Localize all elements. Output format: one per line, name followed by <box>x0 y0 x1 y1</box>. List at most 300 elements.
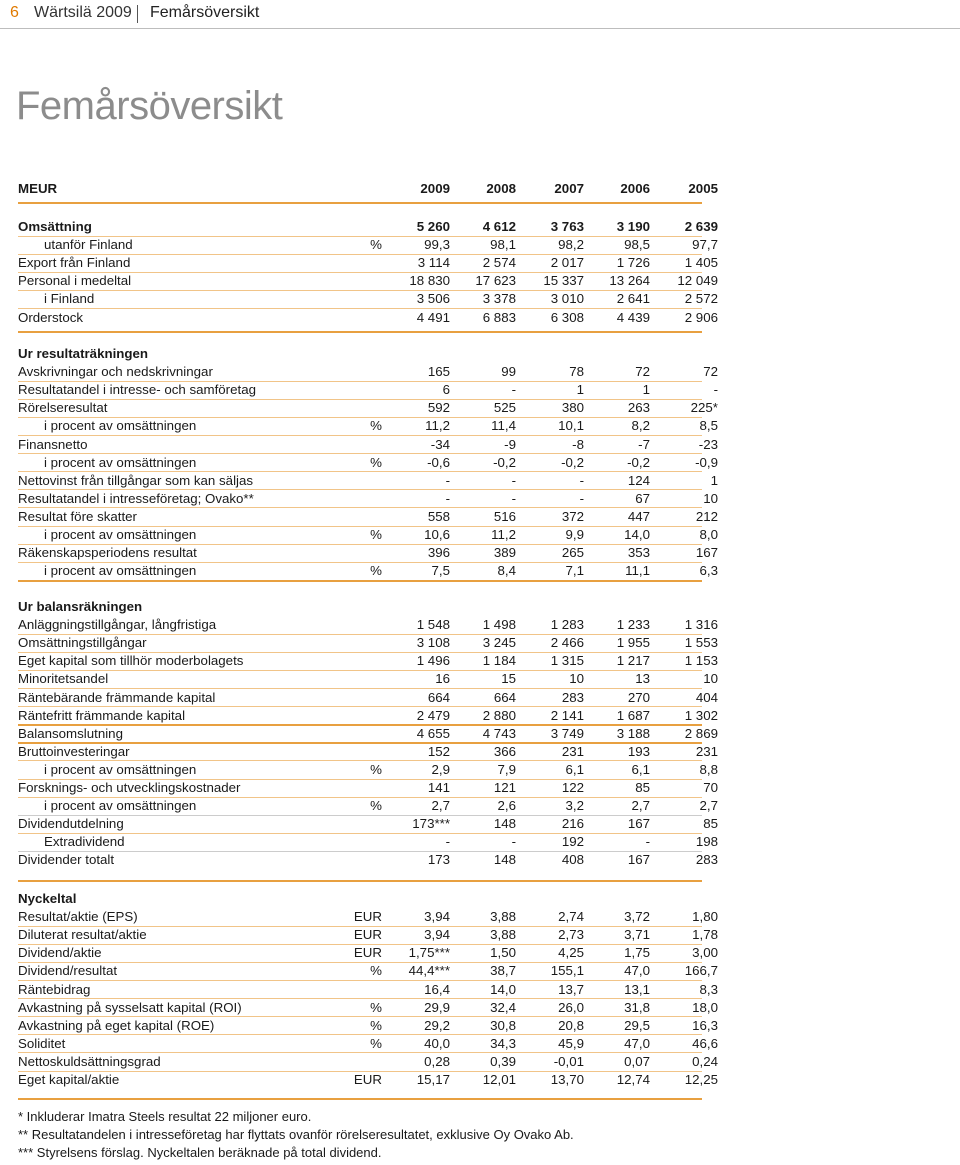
table-row <box>18 689 718 707</box>
row-label: i procent av omsättningen <box>44 454 197 470</box>
row-value: 4 743 <box>482 725 516 741</box>
row-unit: % <box>370 418 382 434</box>
row-value: 16 <box>435 671 450 687</box>
row-label: Resultat/aktie (EPS) <box>18 909 138 925</box>
row-value: 3 763 <box>550 219 584 234</box>
row-value: 283 <box>561 689 584 705</box>
row-value: 263 <box>627 400 650 416</box>
row-value: 11,2 <box>491 527 516 542</box>
table-row <box>18 652 718 670</box>
row-value: 225* <box>690 400 718 416</box>
row-value: 167 <box>627 852 650 868</box>
row-label: Avskrivningar och nedskrivningar <box>18 364 213 380</box>
row-value: -0,2 <box>493 454 516 470</box>
row-value: 4 655 <box>416 725 450 741</box>
row-value: 38,7 <box>490 963 516 979</box>
row-unit: EUR <box>353 1072 382 1087</box>
row-value: 11,1 <box>625 563 650 579</box>
row-value: 3,88 <box>490 909 516 925</box>
row-value: 29,9 <box>424 999 450 1015</box>
table-row <box>18 1053 718 1071</box>
table-row <box>18 399 718 417</box>
table-header-row <box>18 180 718 198</box>
row-value: 173 <box>427 852 450 868</box>
row-value: -0,2 <box>561 454 584 470</box>
row-value: 198 <box>695 834 718 850</box>
row-value: 2,7 <box>699 798 718 814</box>
row-value: 4 439 <box>616 309 650 325</box>
row-value: 1 553 <box>684 635 718 651</box>
row-value: -34 <box>430 436 450 452</box>
row-value: 3 245 <box>482 635 516 651</box>
table-row <box>18 926 718 944</box>
table-row <box>18 254 718 272</box>
table-row <box>18 436 718 454</box>
row-label: i procent av omsättningen <box>44 418 197 434</box>
row-value: 72 <box>635 364 650 380</box>
row-value: 32,4 <box>490 999 516 1015</box>
row-value: 2,7 <box>431 798 450 814</box>
row-value: 8,4 <box>497 563 516 579</box>
year-header: 2005 <box>688 181 718 196</box>
row-label: Räntefritt främmande kapital <box>18 707 186 723</box>
row-value: 0,28 <box>424 1053 450 1069</box>
row-value: 85 <box>635 780 650 795</box>
row-value: 165 <box>427 364 450 380</box>
row-value: 47,0 <box>624 963 650 979</box>
row-value: 2,6 <box>497 798 516 814</box>
row-value: 7,1 <box>565 563 584 579</box>
row-label: Omsättning <box>18 219 92 234</box>
row-value: 15,17 <box>416 1072 450 1087</box>
row-value: 1 283 <box>550 617 584 633</box>
row-label: Personal i medeltal <box>18 273 132 289</box>
table-row <box>18 290 718 308</box>
row-label: Forsknings- och utvecklingskostnader <box>18 780 241 795</box>
row-value: 167 <box>695 545 718 561</box>
table-row <box>18 454 718 472</box>
row-value: 525 <box>493 400 516 416</box>
row-value: 14,0 <box>490 981 516 997</box>
row-value: 1 548 <box>416 617 450 633</box>
row-label: Rörelseresultat <box>18 400 108 416</box>
row-value: 353 <box>627 545 650 561</box>
row-unit: % <box>370 999 382 1015</box>
row-value: 122 <box>561 780 584 795</box>
table-row <box>18 1017 718 1035</box>
table-row <box>18 544 718 562</box>
row-value: 2,73 <box>558 927 584 943</box>
row-value: 1 302 <box>684 707 718 723</box>
table-row <box>18 1071 718 1089</box>
table-row <box>18 815 718 833</box>
row-value: 29,5 <box>624 1017 650 1033</box>
row-value: 30,8 <box>490 1017 516 1033</box>
table-row <box>18 417 718 435</box>
row-value: - <box>511 382 516 398</box>
row-value: -9 <box>504 436 516 452</box>
row-value: 1 955 <box>616 635 650 651</box>
row-value: 9,9 <box>565 527 584 542</box>
row-value: 6 308 <box>550 309 584 325</box>
row-value: 10,6 <box>424 527 450 542</box>
row-value: - <box>445 834 450 850</box>
table-row <box>18 962 718 980</box>
table-row <box>18 309 718 327</box>
table-row <box>18 363 718 381</box>
row-value: 2 639 <box>684 219 718 234</box>
row-value: 0,07 <box>624 1053 650 1069</box>
row-value: 664 <box>493 689 516 705</box>
row-value: 1 316 <box>684 617 718 633</box>
row-value: 0,24 <box>692 1053 718 1069</box>
row-value: 13,1 <box>624 981 650 997</box>
row-value: 3 010 <box>550 291 584 307</box>
row-value: 26,0 <box>558 999 584 1015</box>
row-value: 13 264 <box>609 273 650 289</box>
row-value: 2 466 <box>550 635 584 651</box>
row-value: 231 <box>695 743 718 759</box>
row-value: 1 498 <box>482 617 516 633</box>
header-rule <box>18 202 702 204</box>
table-row <box>18 743 718 761</box>
row-value: 7,9 <box>497 761 516 777</box>
row-label: Orderstock <box>18 309 84 325</box>
row-value: 1,80 <box>692 909 718 925</box>
row-value: 2 017 <box>550 255 584 271</box>
table-row <box>18 272 718 290</box>
row-value: - <box>645 834 650 850</box>
row-value: 12 049 <box>677 273 718 289</box>
row-value: 1 687 <box>616 707 650 723</box>
row-unit: % <box>370 454 382 470</box>
row-value: 167 <box>627 816 650 832</box>
row-value: 3 378 <box>482 291 516 307</box>
row-label: Minoritetsandel <box>18 671 109 687</box>
row-value: 664 <box>427 689 450 705</box>
row-value: 2 574 <box>482 255 516 271</box>
row-value: 15 <box>501 671 516 687</box>
section-end-rule <box>18 880 702 882</box>
row-unit: EUR <box>353 927 382 943</box>
table-row <box>18 381 718 399</box>
row-unit: % <box>370 237 382 253</box>
row-value: 18 830 <box>409 273 450 289</box>
table-row <box>18 999 718 1017</box>
row-value: 2,74 <box>558 909 584 925</box>
row-value: - <box>511 490 516 506</box>
row-value: 45,9 <box>558 1035 584 1051</box>
row-value: 10 <box>569 671 584 687</box>
footnote: * Inkluderar Imatra Steels resultat 22 miljoner euro. <box>18 1109 312 1124</box>
row-label: Soliditet <box>18 1035 66 1051</box>
table-row <box>18 725 718 743</box>
row-value: -0,6 <box>427 454 450 470</box>
table-row <box>18 490 718 508</box>
section-title-text: Ur balansräkningen <box>18 599 143 614</box>
row-value: 3,72 <box>624 909 650 925</box>
row-value: 141 <box>427 780 450 795</box>
row-value: - <box>579 472 584 488</box>
row-value: 231 <box>561 743 584 759</box>
row-value: 265 <box>561 545 584 561</box>
row-value: 2 880 <box>482 707 516 723</box>
row-value: 10,1 <box>558 418 584 434</box>
page-number: 6 <box>10 4 19 21</box>
row-value: 10 <box>703 671 718 687</box>
row-value: 3,71 <box>624 927 650 943</box>
year-header: 2008 <box>486 181 516 196</box>
row-value: 148 <box>493 816 516 832</box>
row-value: 121 <box>493 780 516 795</box>
table-row <box>18 981 718 999</box>
row-value: 3 506 <box>416 291 450 307</box>
row-value: - <box>511 472 516 488</box>
row-label: Resultatandel i intresseföretag; Ovako** <box>18 490 254 506</box>
row-value: 14,0 <box>624 527 650 542</box>
row-value: 1,78 <box>692 927 718 943</box>
row-label: Resultatandel i intresse- och samföretag <box>18 382 256 398</box>
table-row <box>18 472 718 490</box>
row-value: 2 641 <box>616 291 650 307</box>
row-value: 8,2 <box>631 418 650 434</box>
row-value: 17 623 <box>475 273 516 289</box>
row-value: 70 <box>703 780 718 795</box>
row-unit: % <box>370 1017 382 1033</box>
row-value: 6,3 <box>699 563 718 579</box>
row-value: 10 <box>703 490 718 506</box>
row-value: 2 906 <box>684 309 718 325</box>
section-end-rule <box>18 331 702 333</box>
row-value: 4 612 <box>482 219 516 234</box>
row-value: -0,2 <box>627 454 650 470</box>
row-value: 6 <box>442 382 450 398</box>
row-value: 8,5 <box>699 418 718 434</box>
row-label: Räntebidrag <box>18 981 91 997</box>
row-value: 1 233 <box>616 617 650 633</box>
row-value: 516 <box>493 508 516 524</box>
row-label: Anläggningstillgångar, långfristiga <box>18 617 217 633</box>
row-value: 216 <box>561 816 584 832</box>
row-value: 1 184 <box>482 653 516 669</box>
row-label: Eget kapital/aktie <box>18 1072 120 1087</box>
row-value: 72 <box>703 364 718 380</box>
row-value: 380 <box>561 400 584 416</box>
unit-label: MEUR <box>18 181 58 196</box>
row-value: 85 <box>703 816 718 832</box>
row-value: 99,3 <box>424 237 450 253</box>
table-row <box>18 797 718 815</box>
row-label: utanför Finland <box>44 237 133 253</box>
row-value: 12,01 <box>482 1072 516 1087</box>
row-value: 192 <box>561 834 584 850</box>
row-value: - <box>579 490 584 506</box>
row-value: 4 491 <box>416 309 450 325</box>
row-value: 166,7 <box>684 963 718 979</box>
row-label: Export från Finland <box>18 255 131 271</box>
row-value: 18,0 <box>692 999 718 1015</box>
header-divider <box>137 5 138 23</box>
row-value: 2 869 <box>684 725 718 741</box>
row-label: Nettovinst från tillgångar som kan säljas <box>18 472 254 488</box>
row-value: 408 <box>561 852 584 868</box>
row-label: Räkenskapsperiodens resultat <box>18 545 197 561</box>
row-value: 3 108 <box>416 635 450 651</box>
row-label: Avkastning på eget kapital (ROE) <box>18 1017 215 1033</box>
row-value: 148 <box>493 852 516 868</box>
row-unit: EUR <box>353 945 382 961</box>
row-value: 6,1 <box>631 761 650 777</box>
row-label: Eget kapital som tillhör moderbolagets <box>18 653 244 669</box>
row-value: 5 260 <box>416 219 450 234</box>
row-value: 29,2 <box>424 1017 450 1033</box>
row-value: 1 315 <box>550 653 584 669</box>
row-value: 1,50 <box>490 945 516 961</box>
row-value: 6,1 <box>565 761 584 777</box>
row-value: 44,4*** <box>408 963 450 979</box>
row-label: Extradividend <box>44 834 125 850</box>
table-row <box>18 944 718 962</box>
row-value: 396 <box>427 545 450 561</box>
row-label: Dividend/resultat <box>18 963 118 979</box>
row-value: 11,2 <box>425 418 450 434</box>
row-value: 7,5 <box>431 563 450 579</box>
section-end-rule <box>18 1098 702 1100</box>
row-value: 1,75 <box>624 945 650 961</box>
row-value: -0,01 <box>553 1053 584 1069</box>
section-end-rule <box>18 580 702 582</box>
row-value: 1 <box>576 382 584 398</box>
row-value: 447 <box>627 508 650 524</box>
row-value: 46,6 <box>692 1035 718 1051</box>
table-row <box>18 670 718 688</box>
row-value: 8,3 <box>699 981 718 997</box>
table-row <box>18 833 718 851</box>
row-value: 1 496 <box>416 653 450 669</box>
section-title <box>18 598 702 616</box>
row-value: 404 <box>695 689 718 705</box>
footnote: *** Styrelsens förslag. Nyckeltalen beräknade på total dividend. <box>18 1145 382 1160</box>
footnotes <box>18 1108 574 1162</box>
row-value: 16,4 <box>424 981 450 997</box>
row-value: 20,8 <box>558 1017 584 1033</box>
table-row <box>18 707 718 725</box>
section-title-text: Ur resultaträkningen <box>18 346 149 361</box>
row-value: 173*** <box>412 816 450 832</box>
table-row <box>18 851 718 869</box>
row-value: -7 <box>638 436 650 452</box>
row-label: Avkastning på sysselsatt kapital (ROI) <box>18 999 242 1015</box>
row-value: 3,88 <box>490 927 516 943</box>
row-value: 372 <box>561 508 584 524</box>
row-label: i procent av omsättningen <box>44 761 197 777</box>
row-value: - <box>511 834 516 850</box>
row-value: 155,1 <box>550 963 584 979</box>
row-label: i procent av omsättningen <box>44 798 197 814</box>
table-row <box>18 908 718 926</box>
report-name: Wärtsilä 2009 <box>34 4 132 21</box>
row-label: Räntebärande främmande kapital <box>18 689 216 705</box>
row-value: 3 188 <box>616 725 650 741</box>
row-value: 67 <box>635 490 650 506</box>
row-value: 283 <box>695 852 718 868</box>
row-value: 3 190 <box>616 219 650 234</box>
row-label: Finansnetto <box>18 436 88 452</box>
table-row <box>18 562 718 580</box>
table-row <box>18 616 718 634</box>
row-value: -23 <box>698 436 718 452</box>
row-value: 3,2 <box>565 798 584 814</box>
row-value: -8 <box>572 436 584 452</box>
row-value: 1 153 <box>684 653 718 669</box>
row-value: 1 217 <box>616 653 650 669</box>
footnote: ** Resultatandelen i intresseföretag har flyttats ovanför rörelseresultatet, exklusive Oy Ovako Ab. <box>18 1127 574 1142</box>
row-unit: % <box>370 527 382 542</box>
year-header: 2006 <box>620 181 650 196</box>
row-value: 1,75*** <box>408 945 450 961</box>
row-value: 99 <box>501 364 516 380</box>
table-row <box>18 508 718 526</box>
section-title <box>18 890 702 908</box>
row-unit: % <box>370 798 382 814</box>
year-header: 2009 <box>420 181 450 196</box>
row-value: - <box>713 382 718 398</box>
row-value: 3,94 <box>424 909 450 925</box>
row-label: Bruttoinvesteringar <box>18 743 130 759</box>
table-row <box>18 761 718 779</box>
row-value: 1 405 <box>684 255 718 271</box>
table-row <box>18 1035 718 1053</box>
row-value: 212 <box>695 508 718 524</box>
row-unit: % <box>370 963 382 979</box>
row-value: 12,25 <box>684 1072 718 1087</box>
row-value: 558 <box>427 508 450 524</box>
row-unit: EUR <box>353 909 382 925</box>
row-value: 13,7 <box>558 981 584 997</box>
row-unit: % <box>370 563 382 579</box>
row-value: 4,25 <box>558 945 584 961</box>
row-value: 8,8 <box>699 761 718 777</box>
row-label: Balansomslutning <box>18 725 123 741</box>
table-row <box>18 779 718 797</box>
row-label: Resultat före skatter <box>18 508 137 524</box>
row-value: 34,3 <box>490 1035 516 1051</box>
row-label: i procent av omsättningen <box>44 563 197 579</box>
row-value: 2 141 <box>550 707 584 723</box>
table-row <box>18 236 718 254</box>
row-value: 592 <box>427 400 450 416</box>
row-value: 3 749 <box>550 725 584 741</box>
table-row <box>18 218 718 236</box>
row-value: 124 <box>627 472 650 488</box>
row-value: 389 <box>493 545 516 561</box>
row-value: 98,2 <box>558 237 584 253</box>
row-value: 0,39 <box>490 1053 516 1069</box>
row-value: 3,00 <box>692 945 718 961</box>
page-header <box>0 0 960 29</box>
table-row <box>18 634 718 652</box>
row-label: Dividendutdelning <box>18 816 124 832</box>
row-unit: % <box>370 1035 382 1051</box>
row-value: 2,7 <box>631 798 650 814</box>
row-value: 98,5 <box>624 237 650 253</box>
row-value: - <box>445 472 450 488</box>
row-label: i Finland <box>44 291 95 307</box>
row-value: 3 114 <box>417 255 450 271</box>
row-value: 2 572 <box>684 291 718 307</box>
row-value: 13,70 <box>550 1072 584 1087</box>
year-header: 2007 <box>554 181 584 196</box>
